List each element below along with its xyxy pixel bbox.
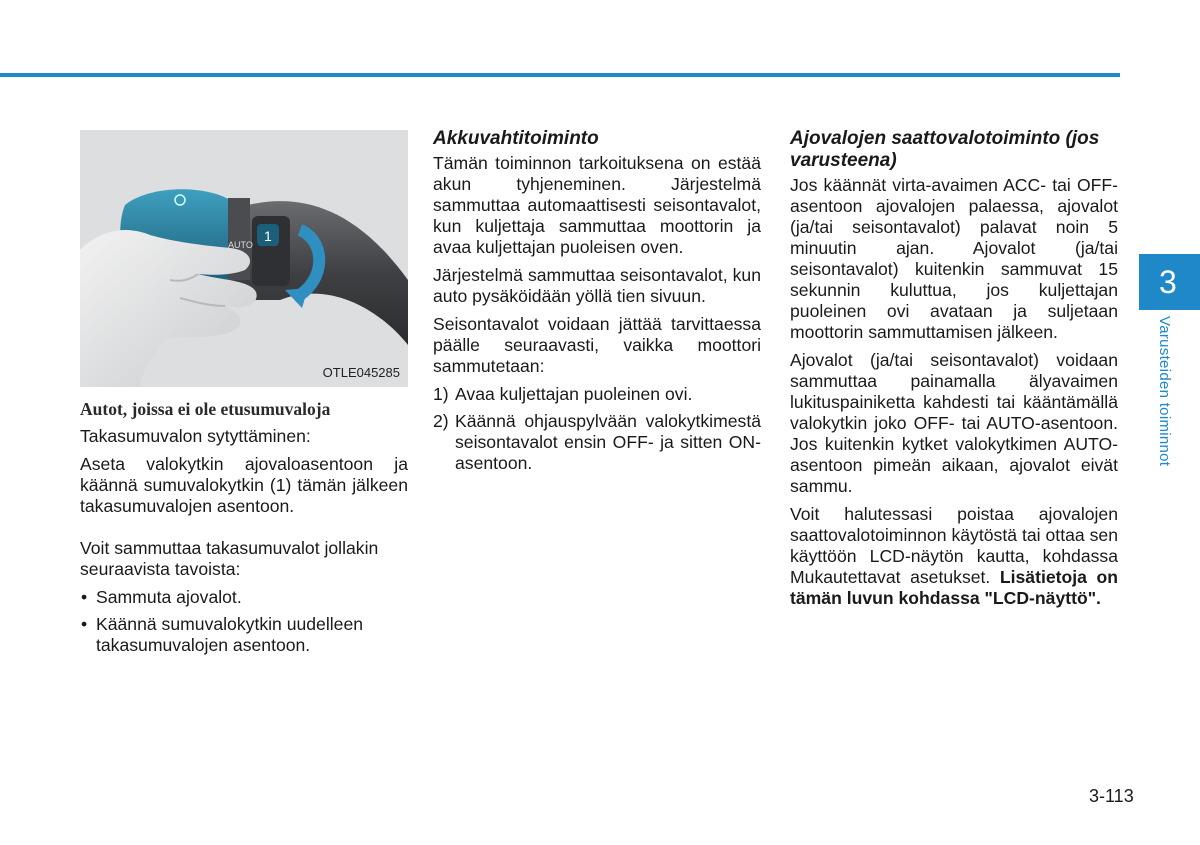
paragraph: Seisontavalot voidaan jättää tarvittaessa päälle seuraavasti, vaikka moottori sammutetaan: xyxy=(433,314,761,376)
page-number: 3-113 xyxy=(1089,786,1134,806)
paragraph-text: Voit halutessasi poistaa ajovalojen saattovalotoiminnon käytöstä tai ottaa sen käyttöön LCD-näytön kautta, kohdassa Mukautettavat asetukset. xyxy=(790,504,1118,587)
list-item: • Käännä sumuvalokytkin uudelleen takasumuvalojen asentoon. xyxy=(80,614,408,656)
reference-note: Lisätietoja on tämän luvun kohdassa "LCD-näyttö". xyxy=(790,567,1118,608)
list-item xyxy=(433,411,761,474)
paragraph xyxy=(790,504,1118,609)
paragraph: Tämän toiminnon tarkoituksena on estää akun tyhjeneminen. Järjestelmä sammuttaa automaattisesti seisontavalot, kun kuljettaja sammuttaa moottorin ja avaa kuljettajan puoleisen oven. xyxy=(433,153,761,257)
step-number: 2) xyxy=(433,411,449,431)
step-number: 1) xyxy=(433,384,449,404)
list-item xyxy=(433,384,761,405)
column-middle xyxy=(433,128,761,480)
subheading: Autot, joissa ei ole etusumuvaloja xyxy=(80,399,331,419)
list-item: • Sammuta ajovalot. xyxy=(80,587,408,608)
column-left xyxy=(80,130,408,663)
bullet-list xyxy=(80,587,408,656)
chapter-tab xyxy=(1139,254,1200,310)
chapter-label: Varusteiden toiminnot xyxy=(1156,316,1173,467)
section-title: Akkuvahtitoiminto xyxy=(433,128,599,149)
paragraph: Ajovalot (ja/tai seisontavalot) voidaan sammuttaa painamalla älyavaimen lukituspainiketta kahdesti tai kääntämällä valokytkin joko OFF- tai AUTO-asentoon. Jos kuitenkin kytket valokytkimen AUTO-asentoon pimeän aikaan, ajovalot eivät sammu. xyxy=(790,350,1118,496)
chapter-number: 3 xyxy=(1159,264,1177,300)
figure-code: OTLE045285 xyxy=(322,365,400,380)
paragraph: Takasumuvalon sytyttäminen: xyxy=(80,426,311,446)
svg-text:1: 1 xyxy=(264,228,272,244)
numbered-list xyxy=(433,384,761,474)
column-right xyxy=(790,128,1118,616)
step-text: Avaa kuljettajan puoleinen ovi. xyxy=(455,384,693,404)
section-title: Ajovalojen saattovalotoiminto (jos varusteena) xyxy=(790,128,1100,171)
light-switch-illustration xyxy=(80,130,408,387)
paragraph: Aseta valokytkin ajovaloasentoon ja käännä sumuvalokytkin (1) tämän jälkeen takasumuvalojen asentoon. xyxy=(80,454,408,516)
svg-text:AUTO: AUTO xyxy=(228,240,253,250)
top-rule xyxy=(0,73,1120,77)
step-text: Käännä ohjauspylvään valokytkimestä seisontavalot ensin OFF- ja sitten ON-asentoon. xyxy=(455,411,761,473)
light-switch-figure xyxy=(80,130,408,387)
paragraph: Jos käännät virta-avaimen ACC- tai OFF-asentoon ajovalojen palaessa, ajovalot (ja/tai seisontavalot) palavat noin 5 minuutin ajan. Ajovalot (ja/tai seisontavalot) kuitenkin sammuvat 15 sekunnin kuluttua, jos kuljettajan puoleinen ovi avataan ja suljetaan moottorin sammuttamisen jälkeen. xyxy=(790,175,1118,342)
paragraph: Järjestelmä sammuttaa seisontavalot, kun auto pysäköidään yöllä tien sivuun. xyxy=(433,265,761,306)
paragraph: Voit sammuttaa takasumuvalot jollakin seuraavista tavoista: xyxy=(80,538,379,579)
